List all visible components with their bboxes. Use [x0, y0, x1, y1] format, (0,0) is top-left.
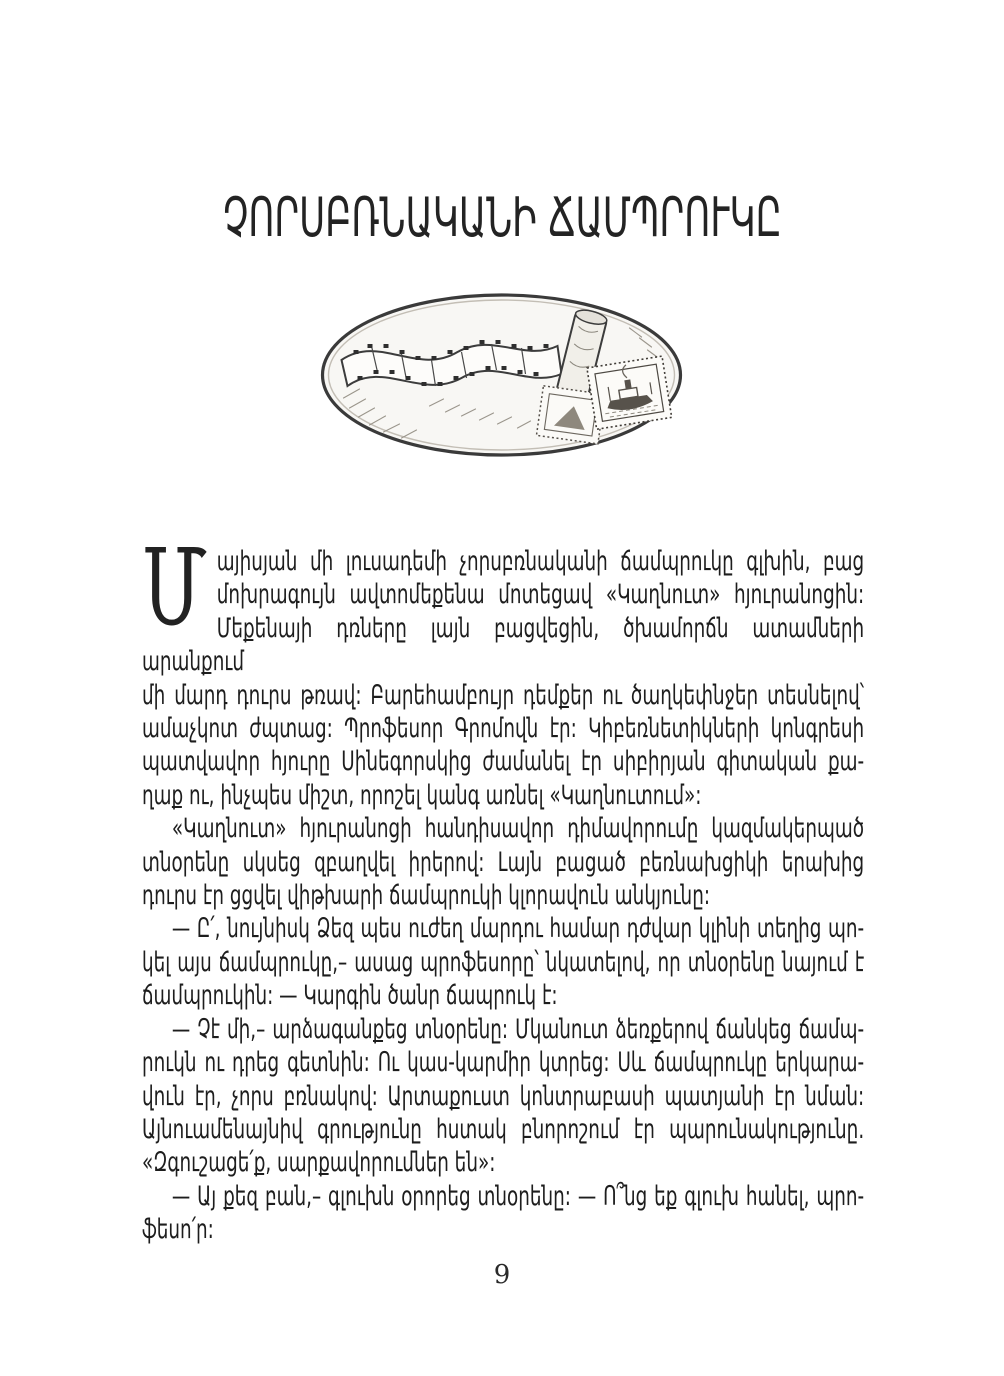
text-line: պատվավոր հյուրը Սինեգորսկից ժամանել էր սիբիրյան գիտական քա- — [142, 746, 865, 778]
chapter-title-text: ՉՈՐՍԲՌՆԱԿԱՆԻ ՃԱՄՊՐՈՒԿԸ — [222, 186, 782, 249]
text-line: Մեքենայի դռները լայն բացվեցին, ծխամորճն ատամների արանքում — [142, 612, 865, 678]
text-line: — Չէ մի,– արձագանքեց տնօրենը: Մկանուտ ձեռքերով ճանկեց ճամպ- — [171, 1013, 865, 1045]
text-line: Այնուամենայնիվ գրությունը հստակ բնորոշում էր պարունակությունը. — [142, 1113, 865, 1145]
chapter-illustration — [310, 288, 695, 463]
text-line: դուրս էր ցցվել վիթխարի ճամպրուկի կլորավուն անկյունը: — [142, 880, 711, 912]
text-line: մի մարդ դուրս թռավ: Բարեհամբույր դեմքեր ու ծաղկեփնջեր տեսնելով՝ — [142, 679, 865, 711]
text-line: ղաք ու, ինչպես միշտ, որոշել կանգ առնել «Կաղնուտում»: — [142, 779, 702, 811]
text-line: — Այ քեզ բան,– գլուխն օրորեց տնօրենը: — Ո՞նց եք գլուխ հանել, պրո- — [171, 1180, 865, 1212]
text-line: մոխրագույն ավտոմեքենա մոտեցավ «Կաղնուտ» հյուրանոցին: — [216, 579, 865, 611]
text-line: կել այս ճամպրուկը,– ասաց պրոֆեսորը՝ նկատելով, որ տնօրենը նայում է — [142, 946, 865, 978]
text-line: րուկն ու դրեց գետնին: Ու կաս-կարմիր կտրեց: Սև ճամպրուկը երկարա- — [142, 1047, 865, 1079]
filmstrip-and-stamps-vignette — [310, 288, 695, 463]
paragraph — [142, 912, 864, 1012]
text-line: այիսյան մի լուսադեմի չորսբռնականի ճամպրուկը գլխին, բաց — [216, 546, 865, 577]
paragraph — [142, 1180, 864, 1247]
paragraph — [142, 526, 865, 812]
text-line: — Ը՛, նույնիսկ Ձեզ պես ուժեղ մարդու համար դժվար կլինի տեղից պո- — [171, 913, 865, 945]
paragraph — [142, 1013, 864, 1180]
stamp-ship — [587, 356, 672, 429]
text-line: «Կաղնուտ» հյուրանոցի հանդիսավոր դիմավորումը կազմակերպած — [171, 813, 865, 845]
page-number: 9 — [493, 1260, 511, 1290]
paragraph — [142, 812, 864, 912]
text-line: ամաչկոտ ժպտաց: Պրոֆեսոր Գրոմովն էր: Կիբեռնետիկների կոնգրեսի — [142, 713, 865, 745]
body-text — [142, 526, 865, 1247]
text-line: վուն էր, չորս բռնակով: Արտաքուստ կոնտրաբասի պատյանի էր նման: — [142, 1080, 865, 1112]
text-line: ֆեսո՛ր: — [142, 1214, 214, 1246]
text-column — [142, 526, 865, 1247]
text-line: տնօրենը սկսեց զբաղվել իրերով: Լայն բացած բեռնախցիկի երախից — [142, 846, 865, 878]
text-line: «Զգուշացե՛ք, սարքավորումներ են»: — [142, 1147, 496, 1179]
chapter-title — [0, 186, 1004, 249]
text-line: ճամպրուկին: — Կարգին ծանր ճապրուկ է: — [142, 980, 558, 1012]
drop-cap: Մ — [142, 526, 207, 649]
